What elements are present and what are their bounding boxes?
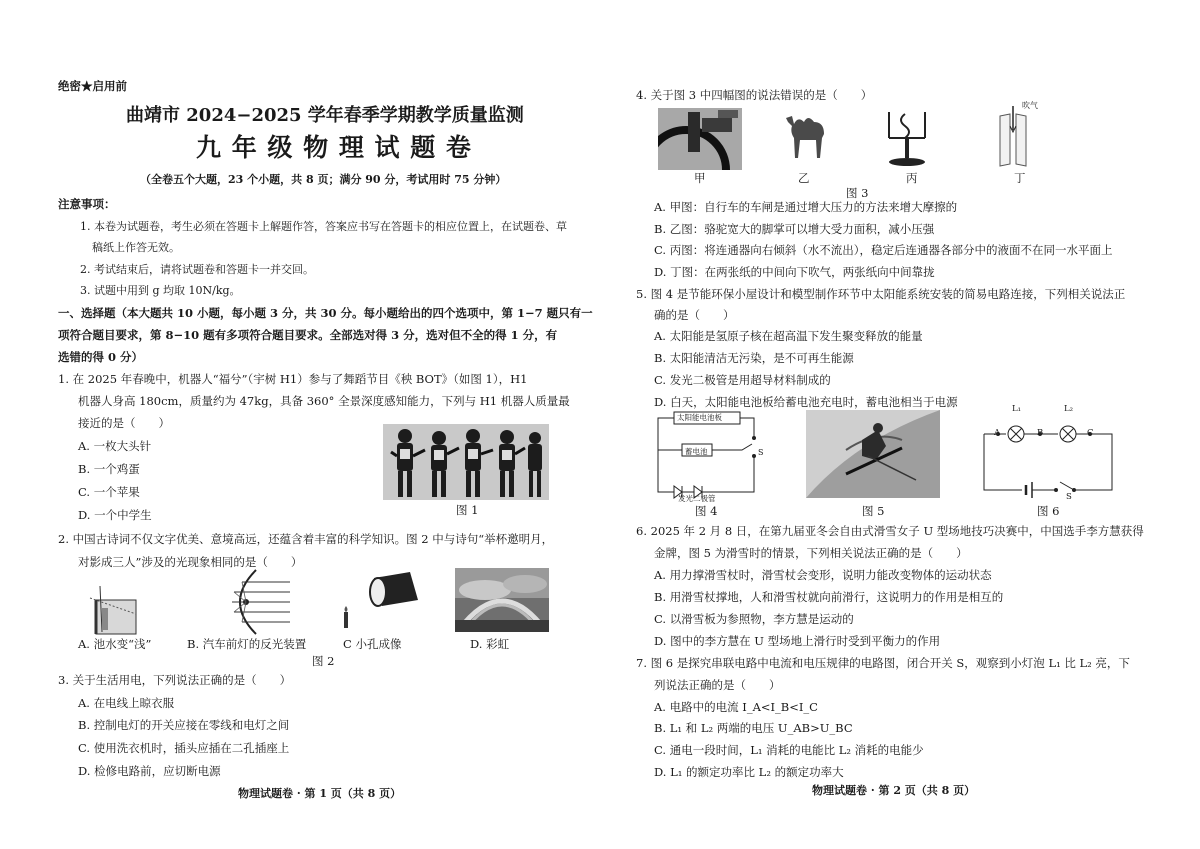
option: D. 检修电路前，应切断电源 xyxy=(78,764,221,778)
figure-3d-two-papers xyxy=(996,104,1032,170)
figure-3b-camel xyxy=(780,108,830,160)
option: A. 电路中的电流 I_A<I_B<I_C xyxy=(654,700,818,714)
option: C. 一个苹果 xyxy=(78,485,140,499)
figure-4-battery-label: 蓄电池 xyxy=(685,447,708,456)
question-text: 接近的是（ ） xyxy=(78,416,170,430)
option: C. 使用洗衣机时，插头应插在二孔插座上 xyxy=(78,741,290,755)
option: C. 丙图：将连通器向右倾斜（水不流出），稳定后连通器各部分中的液面不在同一水平面上 xyxy=(654,243,1113,257)
section-heading: 选错的得 0 分） xyxy=(58,350,144,364)
confidential-mark: 绝密★启用前 xyxy=(58,79,127,93)
option: D. 一个中学生 xyxy=(78,508,152,522)
figure-1-robots-photo xyxy=(383,424,549,500)
option: D. 白天，太阳能电池板给蓄电池充电时，蓄电池相当于电源 xyxy=(654,395,958,409)
figure-2b-label: B. 汽车前灯的反光装置 xyxy=(187,637,307,651)
figure-4-led-label: 发光二极管 xyxy=(678,494,716,503)
option: B. 控制电灯的开关应接在零线和电灯之间 xyxy=(78,718,290,732)
option: D. 图中的李方慧在 U 型场地上滑行时受到平衡力的作用 xyxy=(654,634,941,648)
figure-5-caption: 图 5 xyxy=(862,504,885,518)
figure-3c-connector-vessel xyxy=(883,108,931,168)
question-text: 机器人身高 180cm，质量约为 47kg，具备 360° 全景深度感知能力，下列与 H1 机器人质量最 xyxy=(78,394,570,408)
figure-4-switch-label: S xyxy=(758,448,764,457)
question-text: 5. 图 4 是节能环保小屋设计和模型制作环节中太阳能系统安装的简易电路连接，下列相关说法正 xyxy=(636,287,1126,301)
option: C. 通电一段时间，L₁ 消耗的电能比 L₂ 消耗的电能少 xyxy=(654,743,924,757)
option: B. 太阳能清洁无污染，是不可再生能源 xyxy=(654,351,854,365)
right-page xyxy=(600,0,1200,849)
notice-line: 3. 试题中用到 g 均取 10N/kg。 xyxy=(80,284,241,297)
option: A. 甲图：自行车的车闸是通过增大压力的方法来增大摩擦的 xyxy=(654,200,958,214)
figure-6-a-label: A xyxy=(994,428,1001,438)
question-text: 4. 关于图 3 中四幅图的说法错误的是（ ） xyxy=(636,88,873,102)
paper-subtitle: （全卷五个大题，23 个小题，共 8 页；满分 90 分，考试用时 75 分钟） xyxy=(140,173,507,186)
question-text: 确的是（ ） xyxy=(654,308,735,322)
option: B. 用滑雪杖撑地，人和滑雪杖就向前滑行，这说明力的作用是相互的 xyxy=(654,590,1004,604)
notice-line: 稿纸上作答无效。 xyxy=(92,241,180,254)
figure-3c-label: 丙 xyxy=(906,171,918,185)
option: A. 一枚大头针 xyxy=(78,439,152,453)
option: A. 在电线上晾衣服 xyxy=(78,696,175,710)
notice-line: 2. 考试结束后，请将试题卷和答题卡一并交回。 xyxy=(80,263,314,276)
figure-6-b-label: B xyxy=(1037,428,1044,438)
figure-3a-label: 甲 xyxy=(694,171,706,185)
option: A. 用力撑滑雪杖时，滑雪杖会变形，说明力能改变物体的运动状态 xyxy=(654,568,992,582)
question-text: 列说法正确的是（ ） xyxy=(654,678,781,692)
figure-5-skiing-photo xyxy=(806,410,940,498)
figure-2a-label: A. 池水变“浅” xyxy=(78,637,152,651)
figure-2-caption: 图 2 xyxy=(312,654,335,668)
option: B. L₁ 和 L₂ 两端的电压 U_AB>U_BC xyxy=(654,721,853,735)
question-text: 2. 中国古诗词不仅文字优美、意境高远，还蕴含着丰富的科学知识。图 2 中与诗句“举杯邀明月， xyxy=(58,532,554,546)
section-heading: 项符合题目要求，第 8−10 题有多项符合题目要求。全部选对得 3 分，选对但不全的得 1 分，有 xyxy=(58,328,558,342)
question-text: 对影成三人”涉及的光现象相同的是（ ） xyxy=(78,555,303,569)
figure-4-solar-circuit xyxy=(654,410,774,502)
option: D. L₁ 的额定功率比 L₂ 的额定功率大 xyxy=(654,765,844,779)
figure-3b-label: 乙 xyxy=(798,171,810,185)
question-text: 1. 在 2025 年春晚中，机器人“福兮”（宇树 H1）参与了舞蹈节目《秧 BOT》（如图 1），H1 xyxy=(58,372,528,386)
question-text: 金牌，图 5 为滑雪时的情景，下列相关说法正确的是（ ） xyxy=(654,546,968,560)
figure-6-l1-label: L₁ xyxy=(1012,404,1022,414)
notice-line: 1. 本卷为试题卷，考生必须在答题卡上解题作答，答案应书写在答题卡的相应位置上，在试题卷、草 xyxy=(80,220,567,233)
option: C. 以滑雪板为参照物，李方慧是运动的 xyxy=(654,612,854,626)
option: B. 乙图：骆驼宽大的脚掌可以增大受力面积，减小压强 xyxy=(654,222,935,236)
figure-6-s-label: S xyxy=(1066,492,1072,502)
option: D. 丁图：在两张纸的中间向下吹气，两张纸向中间靠拢 xyxy=(654,265,935,279)
figure-4-solar-panel-label: 太阳能电池板 xyxy=(677,413,722,422)
page-footer: 物理试题卷 · 第 1 页（共 8 页） xyxy=(238,787,402,800)
figure-4-caption: 图 4 xyxy=(695,504,718,518)
question-text: 3. 关于生活用电，下列说法正确的是（ ） xyxy=(58,673,292,687)
figure-3d-blow-label: 吹气 xyxy=(1022,101,1038,110)
figure-2d-label: D. 彩虹 xyxy=(470,637,510,651)
figure-2c-pinhole-camera xyxy=(338,570,420,636)
figure-3d-label: 丁 xyxy=(1014,171,1026,185)
figure-2c-label: C 小孔成像 xyxy=(343,637,402,651)
figure-2b-headlight-reflector xyxy=(222,568,292,636)
figure-3a-bike-brake-photo xyxy=(658,108,742,170)
notice-title: 注意事项： xyxy=(58,197,116,211)
exam-title: 曲靖市 2024−2025 学年春季学期教学质量监测 xyxy=(126,105,524,126)
question-text: 7. 图 6 是探究串联电路中电流和电压规律的电路图，闭合开关 S，观察到小灯泡 L₁ 比 L₂ 亮，下 xyxy=(636,656,1130,670)
page-footer: 物理试题卷 · 第 2 页（共 8 页） xyxy=(812,784,976,797)
question-text: 6. 2025 年 2 月 8 日，在第九届亚冬会自由式滑雪女子 U 型场地技巧决赛中，中国选手李方慧获得 xyxy=(636,524,1144,538)
option: A. 太阳能是氢原子核在超高温下发生聚变释放的能量 xyxy=(654,329,923,343)
figure-3-caption: 图 3 xyxy=(846,186,869,200)
figure-2a-pool-diagram xyxy=(80,578,140,636)
paper-title: 九 年 级 物 理 试 题 卷 xyxy=(196,133,472,162)
figure-6-c-label: C xyxy=(1087,428,1094,438)
figure-2d-rainbow-photo xyxy=(455,568,549,632)
figure-6-caption: 图 6 xyxy=(1037,504,1060,518)
option: B. 一个鸡蛋 xyxy=(78,462,140,476)
figure-1-caption: 图 1 xyxy=(456,503,479,517)
section-heading: 一、选择题（本大题共 10 小题，每小题 3 分，共 30 分。每小题给出的四个选项中，第 1−7 题只有一 xyxy=(58,306,593,320)
figure-6-l2-label: L₂ xyxy=(1064,404,1074,414)
option: C. 发光二极管是用超导材料制成的 xyxy=(654,373,831,387)
